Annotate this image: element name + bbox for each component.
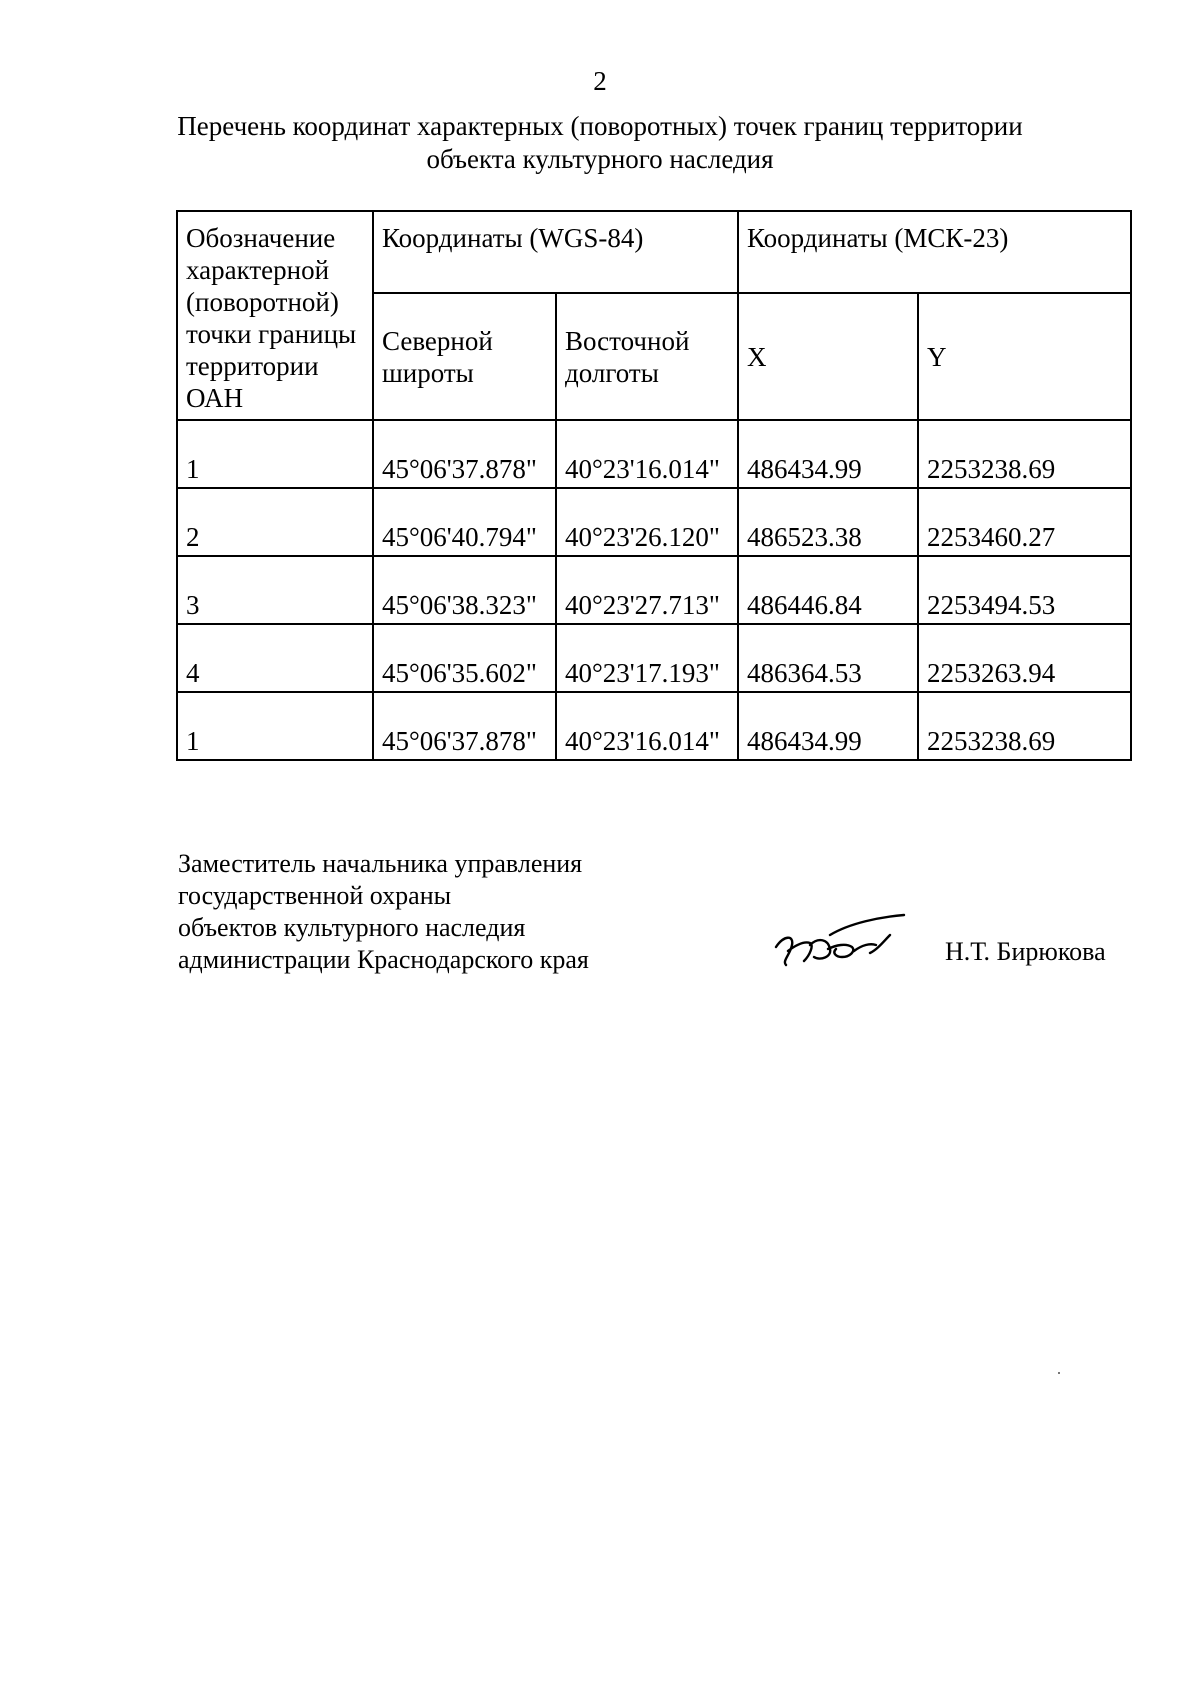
table-row (177, 556, 1131, 624)
cell-x: 486434.99 (738, 692, 918, 760)
scan-speck (1058, 1372, 1060, 1374)
table-row (177, 692, 1131, 760)
table-row (177, 420, 1131, 488)
header-y: Y (918, 293, 1131, 420)
signer-position-line: администрации Краснодарского края (178, 945, 589, 974)
cell-longitude: 40°23'16.014" (556, 420, 738, 488)
cell-point: 3 (177, 556, 373, 624)
title-line-2: объекта культурного наследия (426, 144, 774, 174)
cell-x: 486364.53 (738, 624, 918, 692)
cell-x: 486523.38 (738, 488, 918, 556)
header-wgs84: Координаты (WGS-84) (373, 211, 738, 293)
signer-position-line: Заместитель начальника управления (178, 849, 583, 878)
cell-point: 1 (177, 420, 373, 488)
cell-point: 2 (177, 488, 373, 556)
cell-point: 4 (177, 624, 373, 692)
header-msk23: Координаты (МСК-23) (738, 211, 1131, 293)
cell-x: 486446.84 (738, 556, 918, 624)
page-number: 2 (593, 66, 607, 96)
table-row (177, 488, 1131, 556)
header-longitude: Восточной долготы (556, 293, 738, 420)
cell-longitude: 40°23'27.713" (556, 556, 738, 624)
cell-y: 2253238.69 (918, 692, 1131, 760)
cell-y: 2253460.27 (918, 488, 1131, 556)
header-point-designation: Обозначение характерной (поворотной) точки границы территории ОАН (177, 211, 373, 420)
signer-position-line: государственной охраны (178, 881, 452, 910)
signer-name: Н.Т. Бирюкова (945, 937, 1106, 966)
cell-latitude: 45°06'38.323" (373, 556, 556, 624)
cell-latitude: 45°06'37.878" (373, 420, 556, 488)
cell-point: 1 (177, 692, 373, 760)
cell-longitude: 40°23'17.193" (556, 624, 738, 692)
cell-x: 486434.99 (738, 420, 918, 488)
header-x: X (738, 293, 918, 420)
cell-y: 2253263.94 (918, 624, 1131, 692)
coordinates-table (176, 210, 1132, 761)
table-row (177, 624, 1131, 692)
signer-position (178, 848, 589, 976)
cell-latitude: 45°06'37.878" (373, 692, 556, 760)
cell-longitude: 40°23'26.120" (556, 488, 738, 556)
signer-position-line: объектов культурного наследия (178, 913, 526, 942)
cell-latitude: 45°06'40.794" (373, 488, 556, 556)
cell-y: 2253238.69 (918, 420, 1131, 488)
cell-y: 2253494.53 (918, 556, 1131, 624)
handwritten-signature (770, 905, 910, 975)
cell-longitude: 40°23'16.014" (556, 692, 738, 760)
document-title (150, 110, 1050, 176)
title-line-1: Перечень координат характерных (поворотных) точек границ территории (177, 111, 1023, 141)
cell-latitude: 45°06'35.602" (373, 624, 556, 692)
header-latitude: Северной широты (373, 293, 556, 420)
